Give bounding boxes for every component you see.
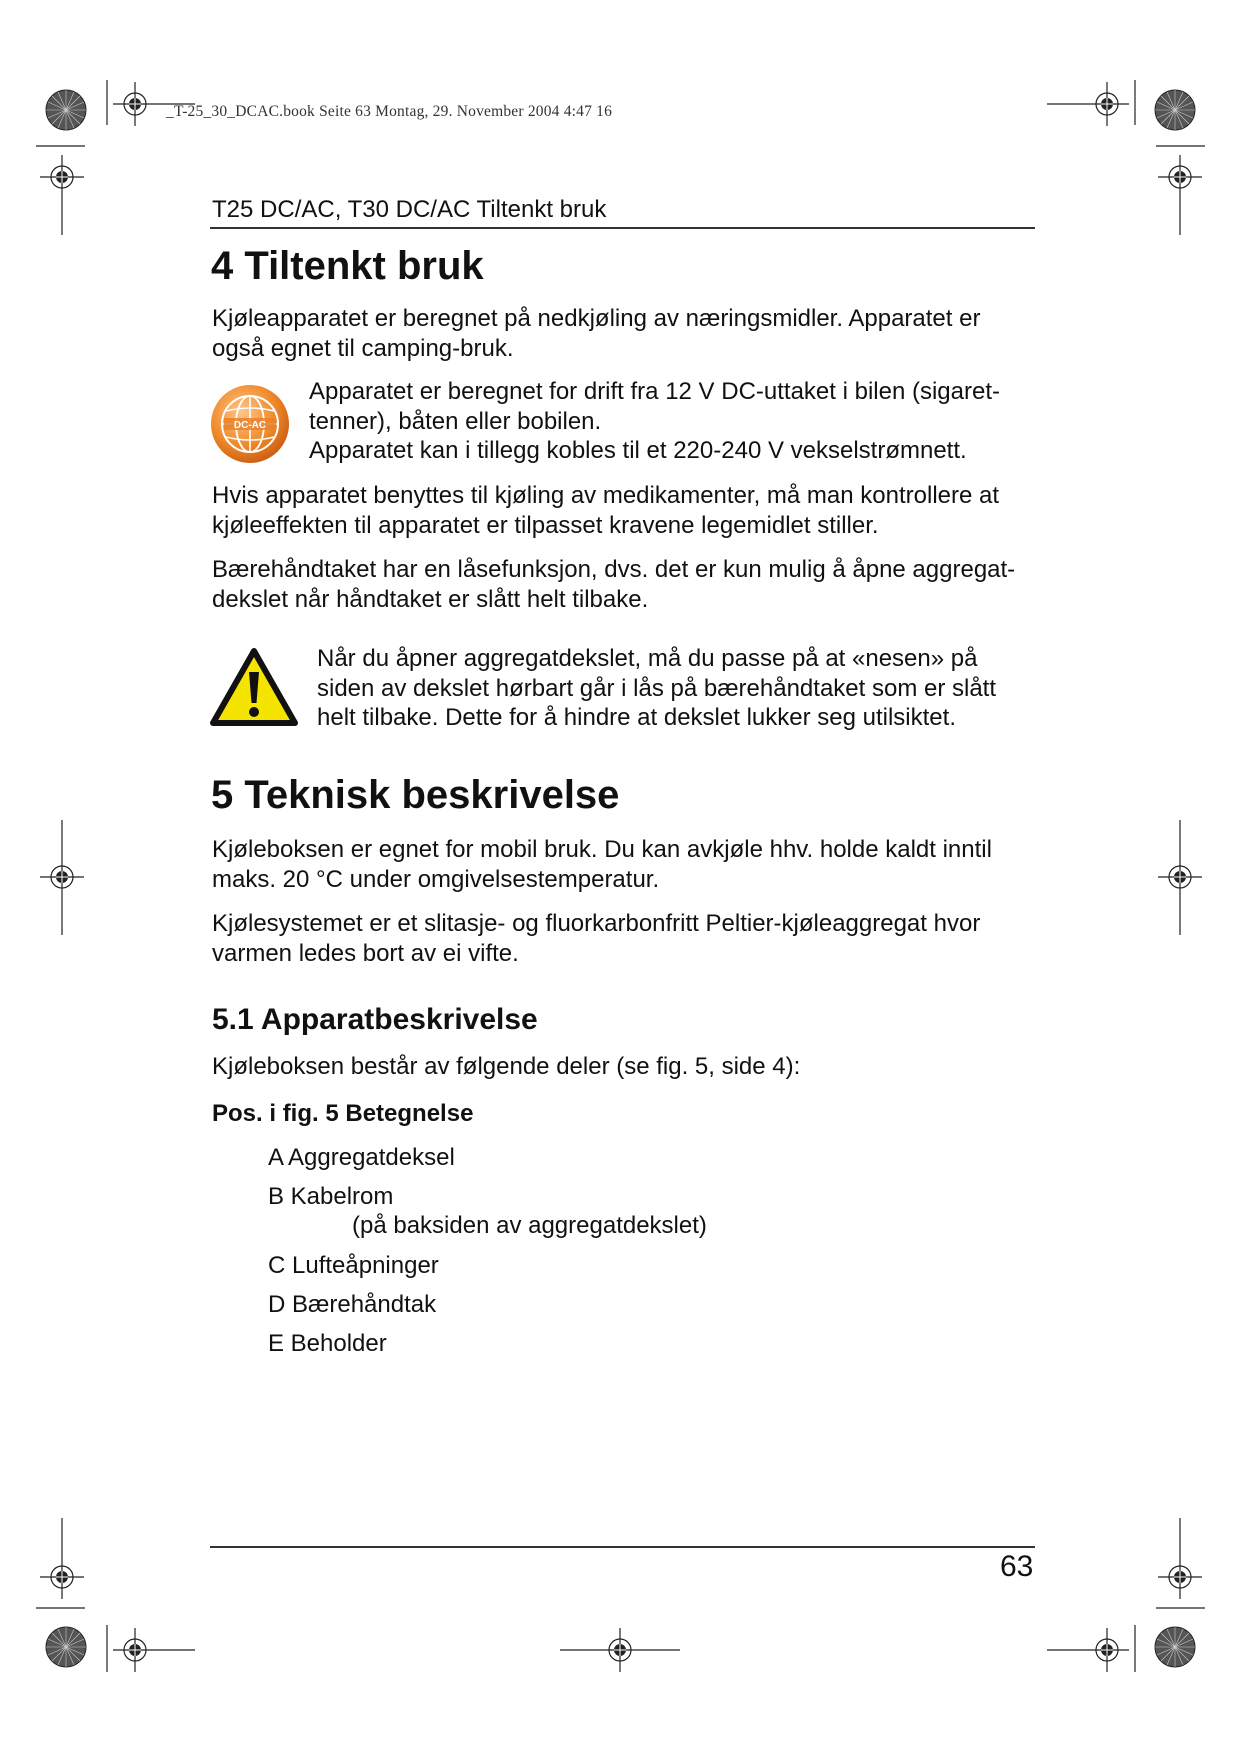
header-rule (210, 227, 1035, 229)
section-5-1-intro: Kjøleboksen består av følgende deler (se fig. 5, side 4): (212, 1053, 801, 1080)
dcac-text: Apparatet er beregnet for drift fra 12 V DC-uttaket i bilen (sigaret- tenner), båten eller bobilen. Apparatet kan i tillegg kobles til et 220-240 V vekselstrømnett. (309, 378, 1000, 464)
dc-ac-globe-icon (209, 383, 291, 465)
footer-rule (210, 1546, 1035, 1548)
list-item: D Bærehåndtak (268, 1291, 437, 1318)
warning-text: Når du åpner aggregatdekslet, må du passe på at «nesen» på siden av dekslet hørbart går i lås på bærehåndtaket som er slått helt tilbake. Dette for å hindre at dekslet lukker seg utilsiktet. (317, 645, 997, 731)
list-item: A Aggregatdeksel (268, 1144, 455, 1171)
section-4-intro: Kjøleapparatet er beregnet på nedkjøling av næringsmidler. Apparatet er også egnet til camping-bruk. (212, 305, 981, 362)
list-item-note: (på baksiden av aggregatdekslet) (352, 1212, 707, 1239)
medical-paragraph: Hvis apparatet benyttes til kjøling av medikamenter, må man kontrollere at kjøleeffekten til apparatet er tilpasset kravene legemidlet stiller. (212, 482, 1000, 539)
print-info: _T-25_30_DCAC.book Seite 63 Montag, 29. November 2004 4:47 16 (166, 103, 613, 120)
svg-text:DC-AC: DC-AC (233, 420, 267, 431)
section-5-paragraph-2: Kjølesystemet er et slitasje- og fluorkarbonfritt Peltier-kjøleaggregat hvor varmen ledes bort av ei vifte. (212, 910, 981, 967)
handle-paragraph: Bærehåndtaket har en låsefunksjon, dvs. det er kun mulig å åpne aggregat- dekslet når håndtaket er slått helt tilbake. (212, 556, 1016, 613)
list-item: B Kabelrom (268, 1183, 394, 1210)
section-5-heading: 5 Teknisk beskrivelse (211, 773, 620, 817)
parts-table-header: Pos. i fig. 5 Betegnelse (212, 1100, 474, 1127)
list-item: E Beholder (268, 1330, 387, 1357)
running-header: T25 DC/AC, T30 DC/AC Tiltenkt bruk (212, 196, 607, 223)
section-5-paragraph-1: Kjøleboksen er egnet for mobil bruk. Du kan avkjøle hhv. holde kaldt inntil maks. 20 °C under omgivelsestemperatur. (212, 836, 992, 893)
list-item: C Lufteåpninger (268, 1252, 439, 1279)
page-number: 63 (1000, 1550, 1034, 1583)
section-4-heading: 4 Tiltenkt bruk (211, 244, 484, 288)
warning-triangle-icon (209, 647, 299, 729)
section-5-1-heading: 5.1 Apparatbeskrivelse (212, 1003, 538, 1036)
